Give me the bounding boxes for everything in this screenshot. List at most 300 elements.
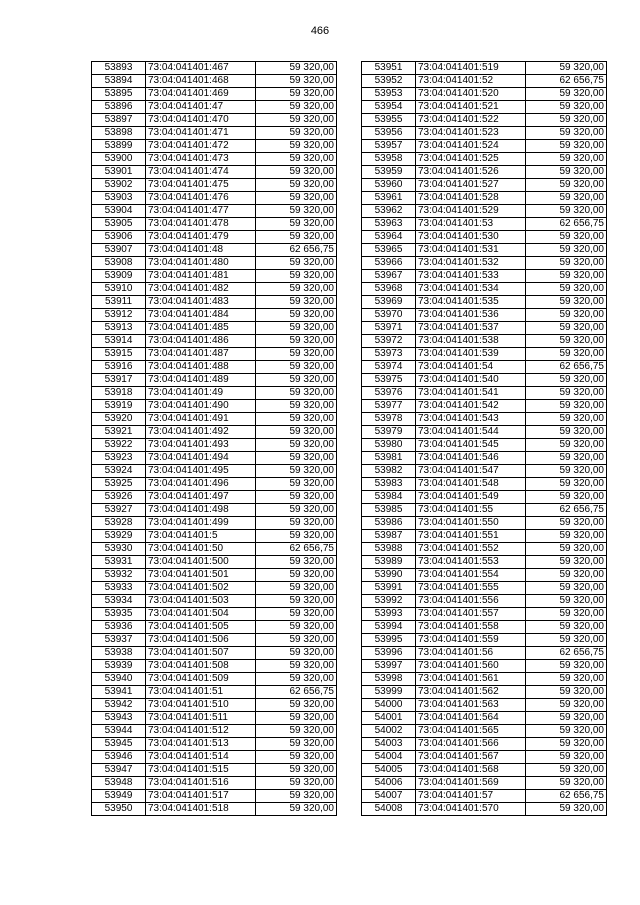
table-row (362, 491, 607, 504)
row-number-cell: 53922 (92, 439, 146, 452)
cadastral-number-cell: 73:04:041401:543 (416, 413, 526, 426)
value-cell: 59 320,00 (256, 530, 337, 543)
row-number-cell: 54000 (362, 699, 416, 712)
table-row (362, 504, 607, 517)
row-number-cell: 53914 (92, 335, 146, 348)
table-row (92, 387, 337, 400)
value-cell: 62 656,75 (256, 543, 337, 556)
table-row (92, 296, 337, 309)
value-cell: 62 656,75 (526, 790, 607, 803)
value-cell: 59 320,00 (256, 764, 337, 777)
table-row (362, 465, 607, 478)
value-cell: 59 320,00 (256, 634, 337, 647)
cadastral-number-cell: 73:04:041401:562 (416, 686, 526, 699)
table-row (92, 777, 337, 790)
cadastral-number-cell: 73:04:041401:48 (146, 244, 256, 257)
table-row (92, 790, 337, 803)
cadastral-number-cell: 73:04:041401:524 (416, 140, 526, 153)
cadastral-number-cell: 73:04:041401:558 (416, 621, 526, 634)
row-number-cell: 53958 (362, 153, 416, 166)
cadastral-number-cell: 73:04:041401:500 (146, 556, 256, 569)
value-cell: 59 320,00 (256, 660, 337, 673)
table-row (92, 465, 337, 478)
table-row (362, 647, 607, 660)
value-cell: 59 320,00 (526, 582, 607, 595)
cadastral-number-cell: 73:04:041401:494 (146, 452, 256, 465)
register-table-left (91, 61, 337, 816)
row-number-cell: 53949 (92, 790, 146, 803)
cadastral-number-cell: 73:04:041401:542 (416, 400, 526, 413)
cadastral-number-cell: 73:04:041401:47 (146, 101, 256, 114)
table-row (362, 595, 607, 608)
row-number-cell: 53912 (92, 309, 146, 322)
row-number-cell: 54003 (362, 738, 416, 751)
value-cell: 59 320,00 (256, 257, 337, 270)
cadastral-number-cell: 73:04:041401:544 (416, 426, 526, 439)
table-row (92, 647, 337, 660)
value-cell: 59 320,00 (256, 270, 337, 283)
value-cell: 59 320,00 (526, 127, 607, 140)
value-cell: 59 320,00 (526, 439, 607, 452)
cadastral-number-cell: 73:04:041401:519 (416, 62, 526, 75)
cadastral-number-cell: 73:04:041401:529 (416, 205, 526, 218)
cadastral-number-cell: 73:04:041401:533 (416, 270, 526, 283)
row-number-cell: 54001 (362, 712, 416, 725)
row-number-cell: 53976 (362, 387, 416, 400)
value-cell: 59 320,00 (256, 491, 337, 504)
table-row (362, 153, 607, 166)
table-row (362, 244, 607, 257)
table-row (362, 114, 607, 127)
value-cell: 59 320,00 (256, 582, 337, 595)
table-row (362, 686, 607, 699)
cadastral-number-cell: 73:04:041401:471 (146, 127, 256, 140)
cadastral-number-cell: 73:04:041401:485 (146, 322, 256, 335)
row-number-cell: 53946 (92, 751, 146, 764)
table-row (92, 426, 337, 439)
table-row (92, 634, 337, 647)
value-cell: 59 320,00 (256, 608, 337, 621)
row-number-cell: 54008 (362, 803, 416, 816)
row-number-cell: 53999 (362, 686, 416, 699)
cadastral-number-cell: 73:04:041401:53 (416, 218, 526, 231)
value-cell: 59 320,00 (526, 634, 607, 647)
table-body (362, 62, 607, 816)
value-cell: 59 320,00 (256, 725, 337, 738)
table-row (362, 556, 607, 569)
cadastral-number-cell: 73:04:041401:476 (146, 192, 256, 205)
table-row (92, 569, 337, 582)
cadastral-number-cell: 73:04:041401:539 (416, 348, 526, 361)
row-number-cell: 53916 (92, 361, 146, 374)
table-row (92, 257, 337, 270)
row-number-cell: 53970 (362, 309, 416, 322)
value-cell: 59 320,00 (256, 205, 337, 218)
cadastral-number-cell: 73:04:041401:520 (416, 88, 526, 101)
row-number-cell: 53942 (92, 699, 146, 712)
table-row (92, 75, 337, 88)
value-cell: 59 320,00 (526, 192, 607, 205)
table-row (92, 686, 337, 699)
register-table-right (361, 61, 607, 816)
value-cell: 62 656,75 (526, 75, 607, 88)
row-number-cell: 53905 (92, 218, 146, 231)
table-row (92, 179, 337, 192)
table-row (362, 530, 607, 543)
cadastral-number-cell: 73:04:041401:482 (146, 283, 256, 296)
cadastral-number-cell: 73:04:041401:56 (416, 647, 526, 660)
table-row (92, 712, 337, 725)
value-cell: 59 320,00 (526, 88, 607, 101)
table-row (92, 504, 337, 517)
cadastral-number-cell: 73:04:041401:551 (416, 530, 526, 543)
table-row (92, 673, 337, 686)
value-cell: 62 656,75 (526, 647, 607, 660)
cadastral-number-cell: 73:04:041401:50 (146, 543, 256, 556)
table-row (92, 335, 337, 348)
value-cell: 59 320,00 (256, 556, 337, 569)
cadastral-number-cell: 73:04:041401:477 (146, 205, 256, 218)
cadastral-number-cell: 73:04:041401:550 (416, 517, 526, 530)
row-number-cell: 53989 (362, 556, 416, 569)
table-row (362, 582, 607, 595)
row-number-cell: 53984 (362, 491, 416, 504)
value-cell: 59 320,00 (526, 777, 607, 790)
cadastral-number-cell: 73:04:041401:531 (416, 244, 526, 257)
row-number-cell: 53936 (92, 621, 146, 634)
table-row (92, 88, 337, 101)
value-cell: 59 320,00 (256, 790, 337, 803)
value-cell: 59 320,00 (256, 803, 337, 816)
value-cell: 59 320,00 (526, 660, 607, 673)
table-row (362, 309, 607, 322)
table-row (362, 699, 607, 712)
value-cell: 59 320,00 (526, 166, 607, 179)
row-number-cell: 53899 (92, 140, 146, 153)
value-cell: 59 320,00 (526, 231, 607, 244)
table-row (362, 75, 607, 88)
value-cell: 59 320,00 (526, 608, 607, 621)
value-cell: 62 656,75 (526, 361, 607, 374)
row-number-cell: 53900 (92, 153, 146, 166)
value-cell: 59 320,00 (526, 309, 607, 322)
table-row (92, 699, 337, 712)
cadastral-number-cell: 73:04:041401:488 (146, 361, 256, 374)
row-number-cell: 53909 (92, 270, 146, 283)
cadastral-number-cell: 73:04:041401:565 (416, 725, 526, 738)
cadastral-number-cell: 73:04:041401:527 (416, 179, 526, 192)
value-cell: 59 320,00 (526, 595, 607, 608)
row-number-cell: 53944 (92, 725, 146, 738)
table-row (362, 660, 607, 673)
cadastral-number-cell: 73:04:041401:516 (146, 777, 256, 790)
cadastral-number-cell: 73:04:041401:507 (146, 647, 256, 660)
value-cell: 59 320,00 (256, 478, 337, 491)
table-row (362, 140, 607, 153)
row-number-cell: 53953 (362, 88, 416, 101)
row-number-cell: 53981 (362, 452, 416, 465)
cadastral-number-cell: 73:04:041401:491 (146, 413, 256, 426)
value-cell: 59 320,00 (526, 348, 607, 361)
table-row (362, 803, 607, 816)
row-number-cell: 53996 (362, 647, 416, 660)
row-number-cell: 53964 (362, 231, 416, 244)
value-cell: 59 320,00 (526, 270, 607, 283)
value-cell: 59 320,00 (526, 322, 607, 335)
row-number-cell: 53967 (362, 270, 416, 283)
row-number-cell: 53939 (92, 660, 146, 673)
value-cell: 59 320,00 (256, 166, 337, 179)
row-number-cell: 53966 (362, 257, 416, 270)
cadastral-number-cell: 73:04:041401:468 (146, 75, 256, 88)
table-row (362, 205, 607, 218)
cadastral-number-cell: 73:04:041401:503 (146, 595, 256, 608)
row-number-cell: 53980 (362, 439, 416, 452)
row-number-cell: 54005 (362, 764, 416, 777)
cadastral-number-cell: 73:04:041401:569 (416, 777, 526, 790)
row-number-cell: 53960 (362, 179, 416, 192)
cadastral-number-cell: 73:04:041401:472 (146, 140, 256, 153)
value-cell: 59 320,00 (256, 348, 337, 361)
cadastral-number-cell: 73:04:041401:499 (146, 517, 256, 530)
row-number-cell: 53973 (362, 348, 416, 361)
value-cell: 59 320,00 (256, 452, 337, 465)
table-row (362, 374, 607, 387)
cadastral-number-cell: 73:04:041401:566 (416, 738, 526, 751)
row-number-cell: 53965 (362, 244, 416, 257)
cadastral-number-cell: 73:04:041401:546 (416, 452, 526, 465)
row-number-cell: 53952 (362, 75, 416, 88)
cadastral-number-cell: 73:04:041401:560 (416, 660, 526, 673)
cadastral-number-cell: 73:04:041401:474 (146, 166, 256, 179)
row-number-cell: 53995 (362, 634, 416, 647)
row-number-cell: 53915 (92, 348, 146, 361)
cadastral-number-cell: 73:04:041401:514 (146, 751, 256, 764)
value-cell: 62 656,75 (256, 244, 337, 257)
row-number-cell: 53898 (92, 127, 146, 140)
cadastral-number-cell: 73:04:041401:528 (416, 192, 526, 205)
row-number-cell: 53932 (92, 569, 146, 582)
table-row (362, 751, 607, 764)
table-row (362, 764, 607, 777)
row-number-cell: 53934 (92, 595, 146, 608)
value-cell: 59 320,00 (256, 231, 337, 244)
cadastral-number-cell: 73:04:041401:553 (416, 556, 526, 569)
row-number-cell: 53907 (92, 244, 146, 257)
row-number-cell: 53969 (362, 296, 416, 309)
cadastral-number-cell: 73:04:041401:564 (416, 712, 526, 725)
table-row (362, 296, 607, 309)
value-cell: 59 320,00 (256, 374, 337, 387)
value-cell: 62 656,75 (526, 218, 607, 231)
cadastral-number-cell: 73:04:041401:532 (416, 257, 526, 270)
table-row (362, 101, 607, 114)
row-number-cell: 53919 (92, 400, 146, 413)
row-number-cell: 53938 (92, 647, 146, 660)
row-number-cell: 53959 (362, 166, 416, 179)
value-cell: 59 320,00 (526, 803, 607, 816)
row-number-cell: 53986 (362, 517, 416, 530)
row-number-cell: 53979 (362, 426, 416, 439)
cadastral-number-cell: 73:04:041401:506 (146, 634, 256, 647)
cadastral-number-cell: 73:04:041401:49 (146, 387, 256, 400)
table-row (92, 205, 337, 218)
row-number-cell: 53937 (92, 634, 146, 647)
cadastral-number-cell: 73:04:041401:515 (146, 764, 256, 777)
cadastral-number-cell: 73:04:041401:561 (416, 673, 526, 686)
value-cell: 59 320,00 (256, 400, 337, 413)
value-cell: 59 320,00 (256, 127, 337, 140)
row-number-cell: 53945 (92, 738, 146, 751)
cadastral-number-cell: 73:04:041401:486 (146, 335, 256, 348)
value-cell: 59 320,00 (256, 413, 337, 426)
row-number-cell: 53993 (362, 608, 416, 621)
value-cell: 59 320,00 (256, 322, 337, 335)
page-number: 466 (310, 25, 330, 37)
value-cell: 59 320,00 (256, 296, 337, 309)
table-row (92, 192, 337, 205)
row-number-cell: 53910 (92, 283, 146, 296)
row-number-cell: 53963 (362, 218, 416, 231)
row-number-cell: 53931 (92, 556, 146, 569)
value-cell: 59 320,00 (526, 62, 607, 75)
cadastral-number-cell: 73:04:041401:521 (416, 101, 526, 114)
value-cell: 59 320,00 (526, 517, 607, 530)
table-row (362, 725, 607, 738)
table-row (362, 192, 607, 205)
table-row (362, 283, 607, 296)
value-cell: 59 320,00 (256, 465, 337, 478)
row-number-cell: 53911 (92, 296, 146, 309)
cadastral-number-cell: 73:04:041401:483 (146, 296, 256, 309)
value-cell: 62 656,75 (256, 686, 337, 699)
table-row (92, 127, 337, 140)
row-number-cell: 53947 (92, 764, 146, 777)
cadastral-number-cell: 73:04:041401:541 (416, 387, 526, 400)
value-cell: 59 320,00 (526, 738, 607, 751)
table-row (92, 491, 337, 504)
value-cell: 59 320,00 (526, 153, 607, 166)
cadastral-number-cell: 73:04:041401:530 (416, 231, 526, 244)
value-cell: 59 320,00 (256, 283, 337, 296)
value-cell: 59 320,00 (256, 309, 337, 322)
row-number-cell: 53927 (92, 504, 146, 517)
row-number-cell: 53929 (92, 530, 146, 543)
cadastral-number-cell: 73:04:041401:484 (146, 309, 256, 322)
table-row (362, 543, 607, 556)
value-cell: 59 320,00 (526, 257, 607, 270)
cadastral-number-cell: 73:04:041401:536 (416, 309, 526, 322)
table-row (362, 62, 607, 75)
value-cell: 59 320,00 (526, 387, 607, 400)
cadastral-number-cell: 73:04:041401:570 (416, 803, 526, 816)
row-number-cell: 53933 (92, 582, 146, 595)
value-cell: 59 320,00 (526, 465, 607, 478)
row-number-cell: 53902 (92, 179, 146, 192)
cadastral-number-cell: 73:04:041401:537 (416, 322, 526, 335)
table-row (92, 309, 337, 322)
table-row (92, 556, 337, 569)
value-cell: 59 320,00 (256, 114, 337, 127)
row-number-cell: 53923 (92, 452, 146, 465)
value-cell: 59 320,00 (256, 218, 337, 231)
cadastral-number-cell: 73:04:041401:490 (146, 400, 256, 413)
value-cell: 59 320,00 (526, 478, 607, 491)
value-cell: 59 320,00 (526, 673, 607, 686)
cadastral-number-cell: 73:04:041401:479 (146, 231, 256, 244)
value-cell: 59 320,00 (256, 699, 337, 712)
value-cell: 59 320,00 (526, 530, 607, 543)
cadastral-number-cell: 73:04:041401:559 (416, 634, 526, 647)
table-row (362, 452, 607, 465)
value-cell: 59 320,00 (256, 335, 337, 348)
table-row (362, 387, 607, 400)
value-cell: 59 320,00 (526, 452, 607, 465)
row-number-cell: 53920 (92, 413, 146, 426)
value-cell: 59 320,00 (256, 179, 337, 192)
cadastral-number-cell: 73:04:041401:493 (146, 439, 256, 452)
cadastral-number-cell: 73:04:041401:473 (146, 153, 256, 166)
row-number-cell: 53983 (362, 478, 416, 491)
value-cell: 59 320,00 (526, 140, 607, 153)
table-row (362, 179, 607, 192)
table-row (92, 166, 337, 179)
value-cell: 59 320,00 (526, 283, 607, 296)
table-row (92, 413, 337, 426)
table-row (362, 257, 607, 270)
table-row (362, 335, 607, 348)
cadastral-number-cell: 73:04:041401:567 (416, 751, 526, 764)
cadastral-number-cell: 73:04:041401:470 (146, 114, 256, 127)
cadastral-number-cell: 73:04:041401:504 (146, 608, 256, 621)
value-cell: 59 320,00 (256, 62, 337, 75)
row-number-cell: 53904 (92, 205, 146, 218)
row-number-cell: 53956 (362, 127, 416, 140)
table-row (92, 751, 337, 764)
cadastral-number-cell: 73:04:041401:526 (416, 166, 526, 179)
cadastral-number-cell: 73:04:041401:548 (416, 478, 526, 491)
row-number-cell: 53988 (362, 543, 416, 556)
table-row (362, 439, 607, 452)
cadastral-number-cell: 73:04:041401:55 (416, 504, 526, 517)
row-number-cell: 53991 (362, 582, 416, 595)
cadastral-number-cell: 73:04:041401:535 (416, 296, 526, 309)
cadastral-number-cell: 73:04:041401:518 (146, 803, 256, 816)
cadastral-number-cell: 73:04:041401:545 (416, 439, 526, 452)
value-cell: 59 320,00 (256, 192, 337, 205)
table-row (362, 348, 607, 361)
cadastral-number-cell: 73:04:041401:52 (416, 75, 526, 88)
value-cell: 59 320,00 (526, 335, 607, 348)
table-row (362, 361, 607, 374)
table-row (362, 426, 607, 439)
table-row (362, 738, 607, 751)
table-row (92, 322, 337, 335)
row-number-cell: 53908 (92, 257, 146, 270)
cadastral-number-cell: 73:04:041401:5 (146, 530, 256, 543)
value-cell: 59 320,00 (526, 374, 607, 387)
row-number-cell: 54002 (362, 725, 416, 738)
cadastral-number-cell: 73:04:041401:467 (146, 62, 256, 75)
row-number-cell: 53940 (92, 673, 146, 686)
cadastral-number-cell: 73:04:041401:517 (146, 790, 256, 803)
table-row (362, 127, 607, 140)
value-cell: 59 320,00 (256, 426, 337, 439)
row-number-cell: 53974 (362, 361, 416, 374)
row-number-cell: 53982 (362, 465, 416, 478)
row-number-cell: 53897 (92, 114, 146, 127)
cadastral-number-cell: 73:04:041401:492 (146, 426, 256, 439)
